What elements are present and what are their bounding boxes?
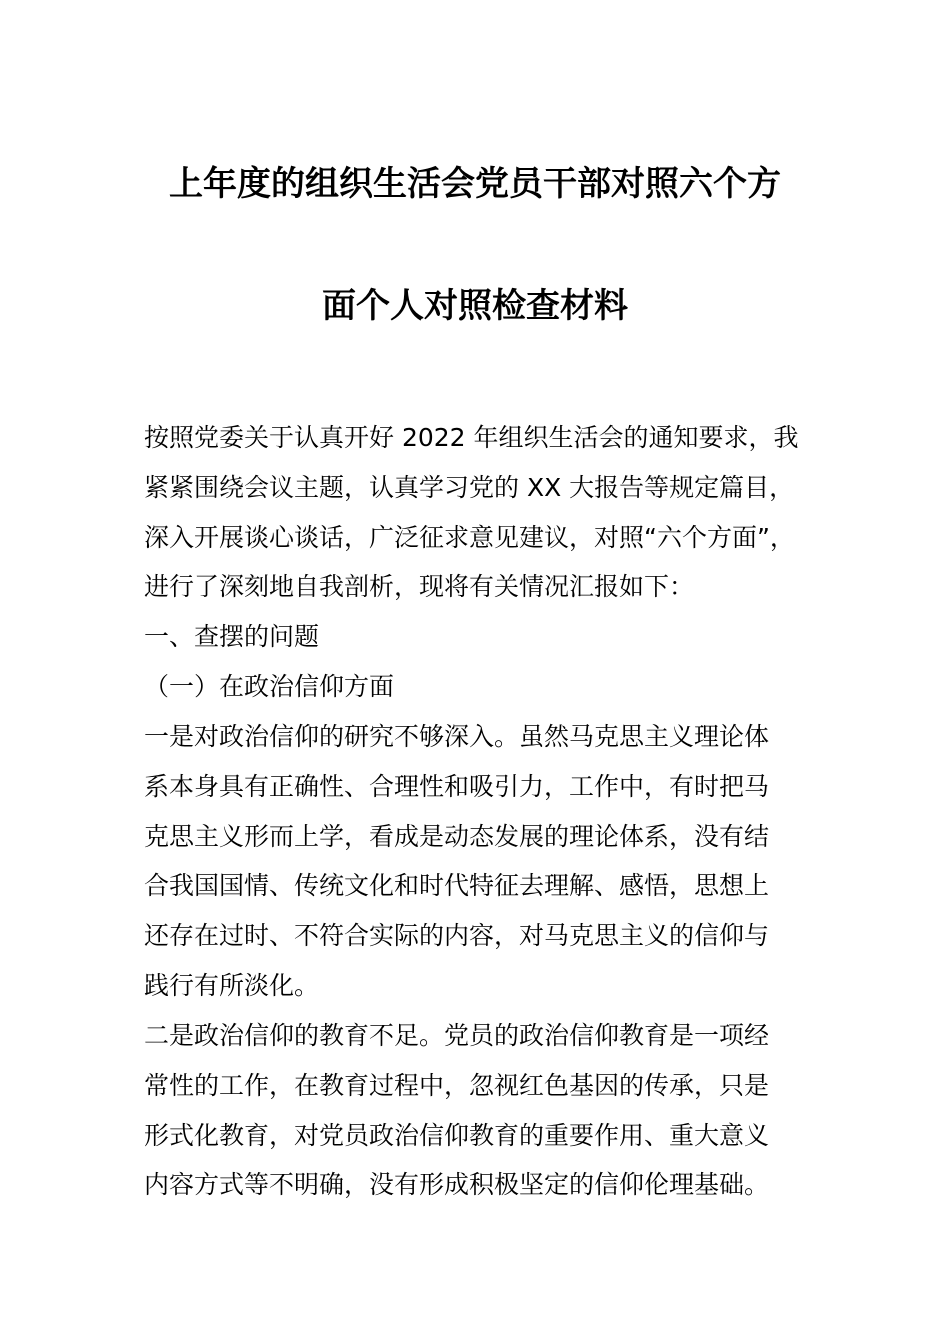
section-heading: 一、查摆的问题 xyxy=(144,622,320,651)
document-title-line-2: 面个人对照检查材料 xyxy=(322,286,628,326)
body-line: 践行有所淡化。 xyxy=(144,971,320,1000)
body-line: 进行了深刻地自我剖析，现将有关情况汇报如下： xyxy=(144,572,695,601)
body-line: 内容方式等不明确，没有形成积极坚定的信仰伦理基础。 xyxy=(144,1170,770,1199)
body-line: 克思主义形而上学，看成是动态发展的理论体系，没有结 xyxy=(144,822,770,851)
subsection-heading: （一）在政治信仰方面 xyxy=(144,672,395,701)
body-line: 合我国国情、传统文化和时代特征去理解、感悟，思想上 xyxy=(144,871,770,900)
body-line: 二是政治信仰的教育不足。党员的政治信仰教育是一项经 xyxy=(144,1021,770,1050)
body-line: 常性的工作，在教育过程中，忽视红色基因的传承，只是 xyxy=(144,1071,770,1100)
document-title-line-1: 上年度的组织生活会党员干部对照六个方 xyxy=(169,164,781,204)
body-line: 形式化教育，对党员政治信仰教育的重要作用、重大意义 xyxy=(144,1121,770,1150)
body-line: 还存在过时、不符合实际的内容，对马克思主义的信仰与 xyxy=(144,921,770,950)
body-line: 紧紧围绕会议主题，认真学习党的 XX 大报告等规定篇目， xyxy=(144,473,795,502)
body-line: 一是对政治信仰的研究不够深入。虽然马克思主义理论体 xyxy=(144,722,770,751)
body-line: 系本身具有正确性、合理性和吸引力，工作中，有时把马 xyxy=(144,772,770,801)
body-line: 深入开展谈心谈话，广泛征求意见建议，对照“六个方面”， xyxy=(144,523,795,552)
body-line: 按照党委关于认真开好 2022 年组织生活会的通知要求，我 xyxy=(144,423,799,452)
